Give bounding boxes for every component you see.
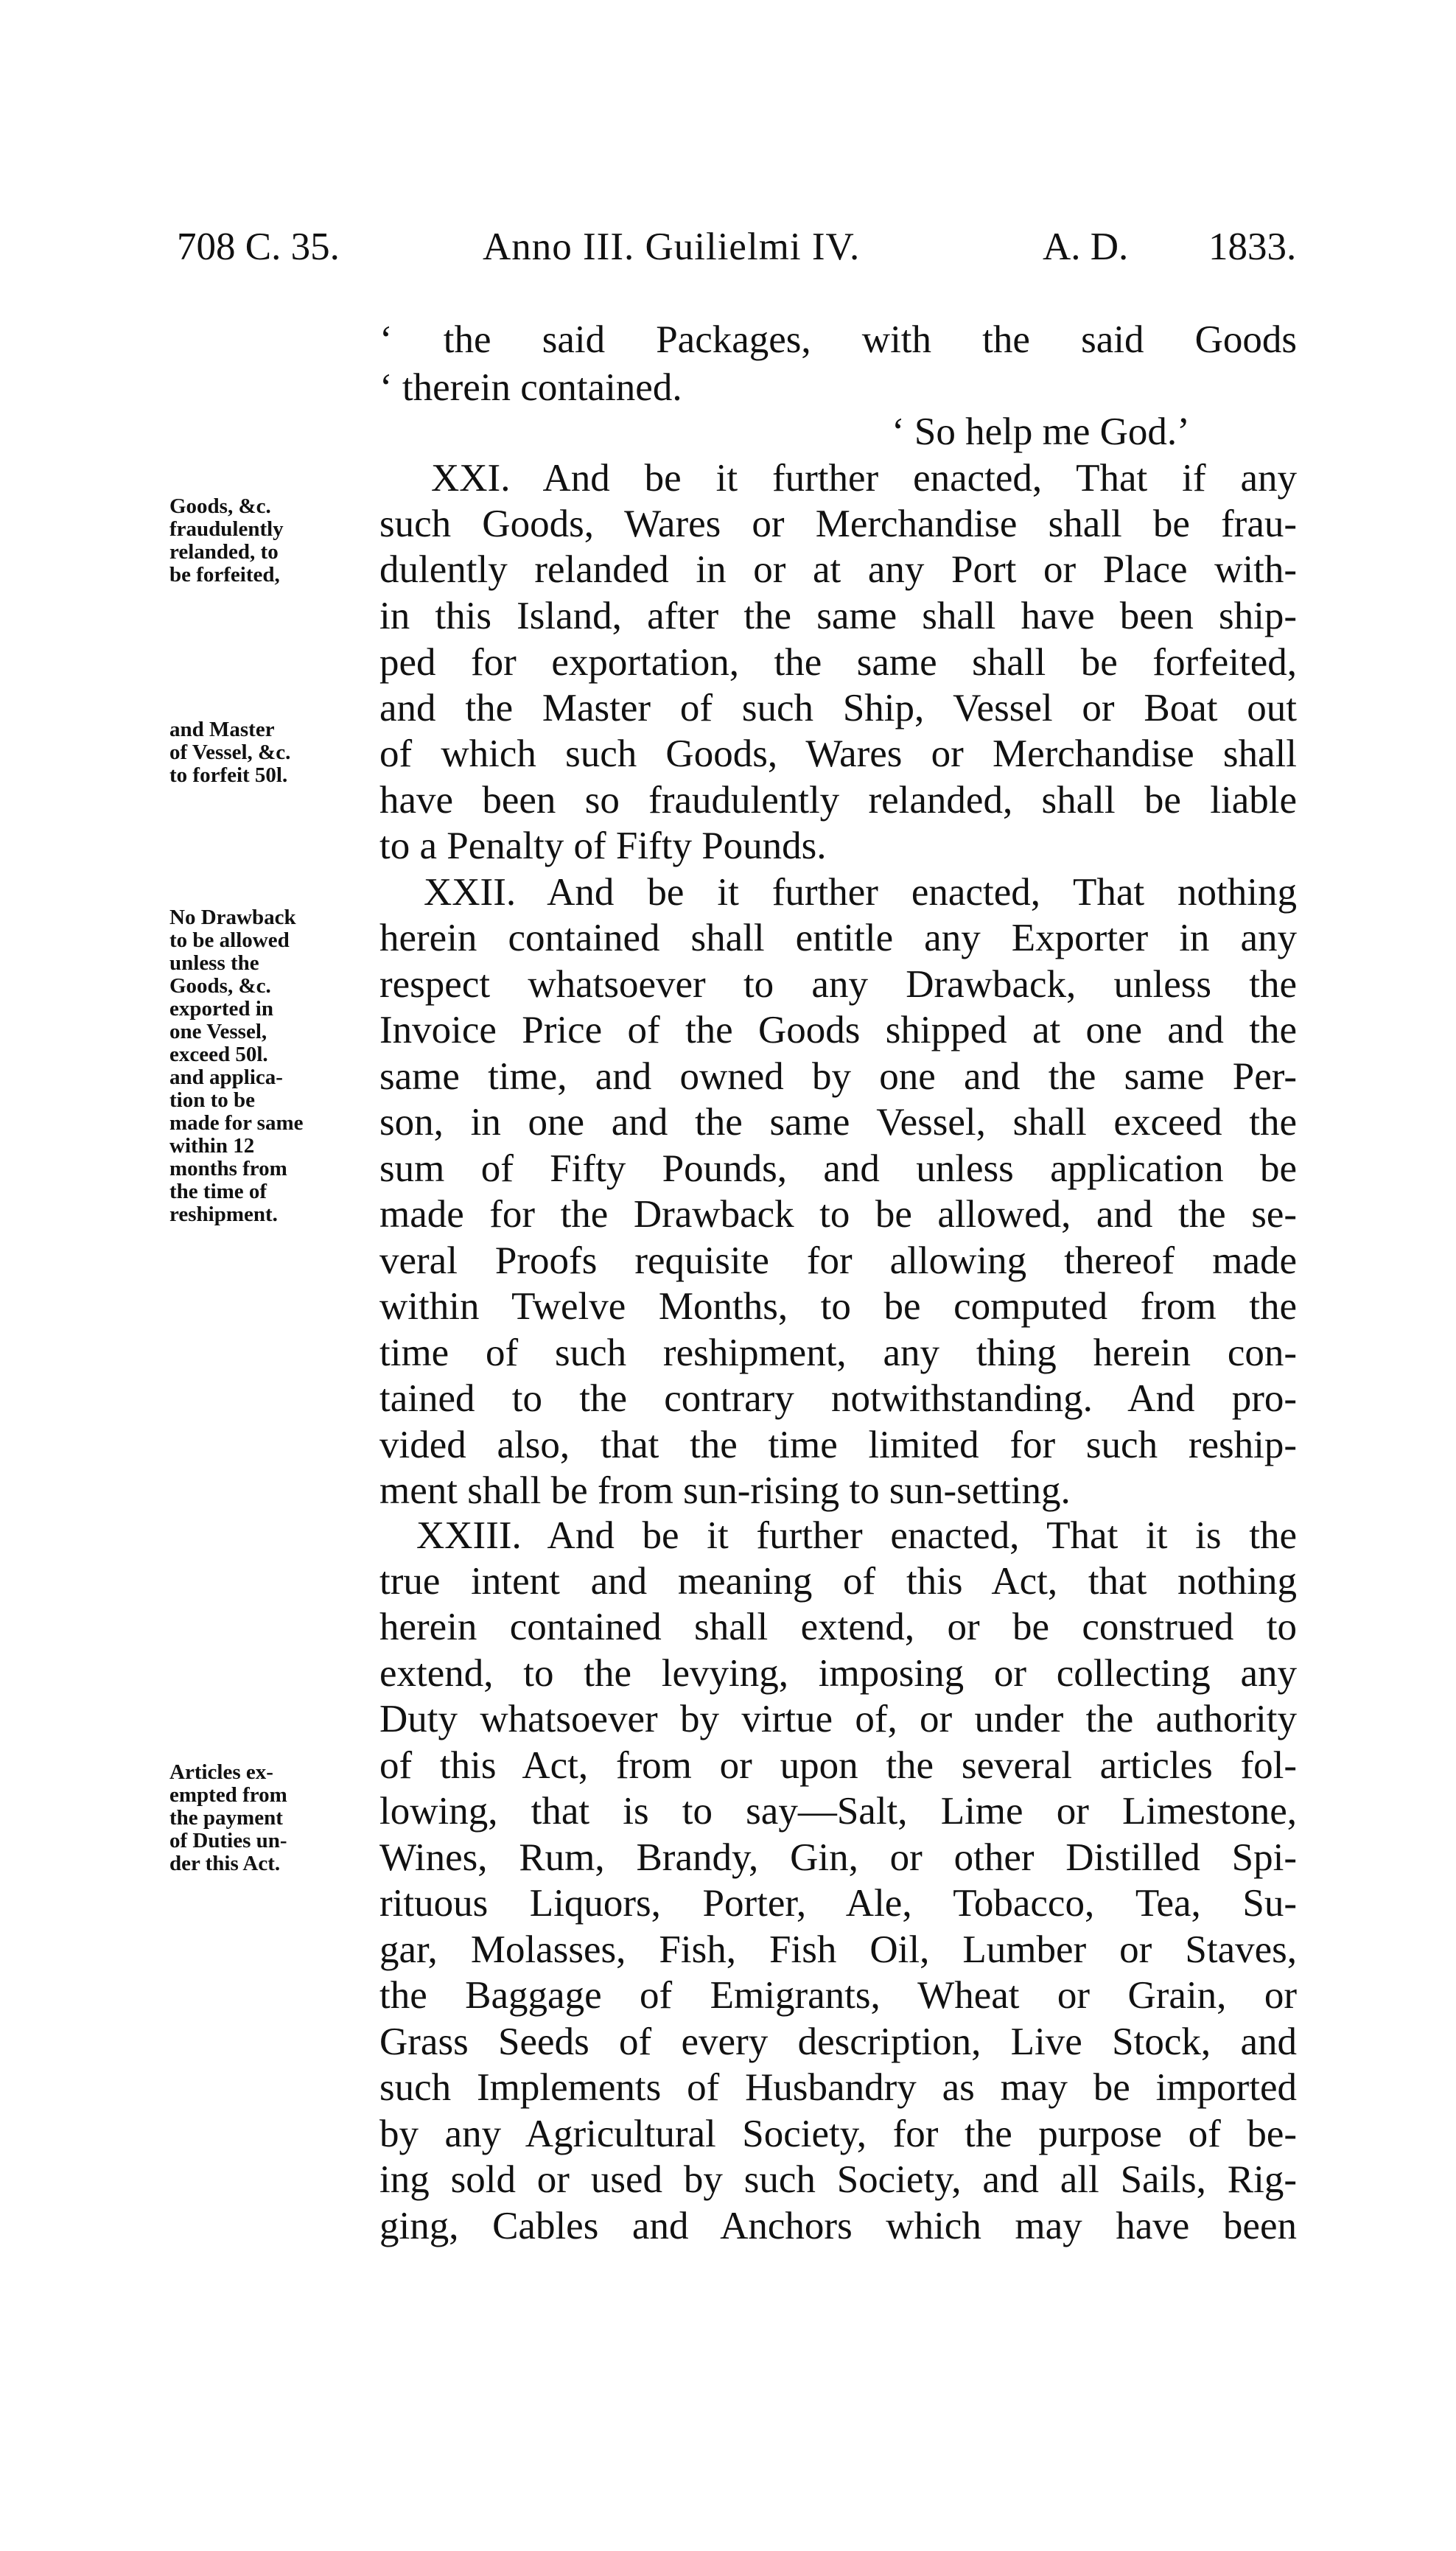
text-line: Grass Seeds of every description, Live Stock, and <box>379 2020 1297 2063</box>
text-line: made for the Drawback to be allowed, and the se- <box>379 1193 1297 1236</box>
marginal-note-line: Goods, &c. <box>169 494 271 518</box>
marginal-note-line: No Drawback <box>169 906 296 929</box>
text-line: vided also, that the time limited for such reship- <box>379 1424 1297 1466</box>
text-line: Duty whatsoever by virtue of, or under the authority <box>379 1698 1297 1740</box>
text-line: extend, to the levying, imposing or collecting any <box>379 1652 1297 1695</box>
marginal-note-line: Goods, &c. <box>169 974 271 998</box>
text-line: tained to the contrary notwithstanding. And pro- <box>379 1377 1297 1420</box>
marginal-note-line: the time of <box>169 1180 267 1203</box>
marginal-note-line: Articles ex- <box>169 1760 273 1784</box>
text-line: dulently relanded in or at any Port or Place with- <box>379 548 1297 591</box>
text-line: herein contained shall entitle any Exporter in any <box>379 917 1297 959</box>
marginal-note-line: one Vessel, <box>169 1020 267 1043</box>
text-line: rituous Liquors, Porter, Ale, Tobacco, Tea, Su- <box>379 1882 1297 1925</box>
text-line: gar, Molasses, Fish, Fish Oil, Lumber or Staves, <box>379 1928 1297 1971</box>
marginal-note-line: fraudulently <box>169 517 284 541</box>
text-line: of which such Goods, Wares or Merchandise shall <box>379 732 1297 775</box>
text-line: the Baggage of Emigrants, Wheat or Grain, or <box>379 1974 1297 2017</box>
marginal-note-line: and Master <box>169 718 275 741</box>
marginal-note-line: exported in <box>169 997 273 1021</box>
text-line: XXI. And be it further enacted, That if any <box>431 457 1297 500</box>
marginal-note-line: months from <box>169 1157 287 1180</box>
marginal-note-line: empted from <box>169 1783 287 1807</box>
marginal-note-line: made for same <box>169 1111 304 1135</box>
running-header <box>177 217 1326 276</box>
text-line: to a Penalty of Fifty Pounds. <box>379 825 827 867</box>
text-line: Wines, Rum, Brandy, Gin, or other Distilled Spi- <box>379 1836 1297 1879</box>
text-line: veral Proofs requisite for allowing thereof made <box>379 1239 1297 1282</box>
text-line: in this Island, after the same shall have been ship- <box>379 595 1297 637</box>
marginal-note-line: der this Act. <box>169 1852 281 1875</box>
page-number: 708 C. 35. <box>177 225 340 268</box>
marginal-note <box>169 495 383 587</box>
text-line: respect whatsoever to any Drawback, unless the <box>379 963 1297 1006</box>
marginal-note-line: to forfeit 50l. <box>169 763 288 787</box>
marginal-note <box>169 906 383 1226</box>
text-line: XXII. And be it further enacted, That nothing <box>424 871 1297 914</box>
text-line: XXIII. And be it further enacted, That it is the <box>416 1514 1297 1557</box>
marginal-note-line: the payment <box>169 1806 283 1830</box>
text-line: have been so fraudulently relanded, shall be liable <box>379 779 1297 822</box>
text-line: sum of Fifty Pounds, and unless application be <box>379 1147 1297 1190</box>
text-line: within Twelve Months, to be computed from the <box>379 1285 1297 1328</box>
text-line: ing sold or used by such Society, and all Sails, Rig- <box>379 2158 1297 2201</box>
text-line: ment shall be from sun-rising to sun-setting. <box>379 1469 1071 1512</box>
marginal-note <box>169 718 383 787</box>
text-line: by any Agricultural Society, for the purpose of be- <box>379 2113 1297 2155</box>
text-line: time of such reshipment, any thing herein con- <box>379 1332 1297 1374</box>
marginal-note-line: exceed 50l. <box>169 1043 268 1066</box>
marginal-note <box>169 1761 383 1875</box>
text-line: son, in one and the same Vessel, shall exceed the <box>379 1101 1297 1144</box>
marginal-note-line: unless the <box>169 951 259 975</box>
text-line: ‘ therein contained. <box>379 366 682 409</box>
marginal-note-line: to be allowed <box>169 928 290 952</box>
marginal-note-line: of Duties un- <box>169 1829 287 1852</box>
text-line: of this Act, from or upon the several articles fol- <box>379 1744 1297 1787</box>
marginal-note-line: and applica- <box>169 1065 283 1089</box>
text-line: such Implements of Husbandry as may be imported <box>379 2066 1297 2109</box>
text-line: such Goods, Wares or Merchandise shall be frau- <box>379 503 1297 545</box>
text-line: same time, and owned by one and the same Per- <box>379 1055 1297 1098</box>
year: 1833. <box>1208 225 1297 268</box>
marginal-note-line: be forfeited, <box>169 563 280 587</box>
marginal-note-line: reshipment. <box>169 1203 278 1226</box>
text-line: ped for exportation, the same shall be forfeited, <box>379 641 1297 684</box>
marginal-note-line: within 12 <box>169 1134 255 1158</box>
marginal-note-line: relanded, to <box>169 540 279 564</box>
marginal-note-line: of Vessel, &c. <box>169 741 291 764</box>
text-line: ‘ the said Packages, with the said Goods <box>379 318 1297 361</box>
marginal-note-line: tion to be <box>169 1088 255 1112</box>
text-line: and the Master of such Ship, Vessel or Boat out <box>379 687 1297 729</box>
text-line: lowing, that is to say—Salt, Lime or Limestone, <box>379 1790 1297 1833</box>
text-line: true intent and meaning of this Act, that nothing <box>379 1560 1297 1603</box>
anno-domini: A. D. <box>1043 225 1129 268</box>
text-line: ‘ So help me God.’ <box>892 410 1190 453</box>
text-line: ging, Cables and Anchors which may have been <box>379 2205 1297 2247</box>
text-line: Invoice Price of the Goods shipped at one and the <box>379 1009 1297 1051</box>
text-line: herein contained shall extend, or be construed to <box>379 1606 1297 1648</box>
running-title: Anno III. Guilielmi IV. <box>483 225 861 268</box>
